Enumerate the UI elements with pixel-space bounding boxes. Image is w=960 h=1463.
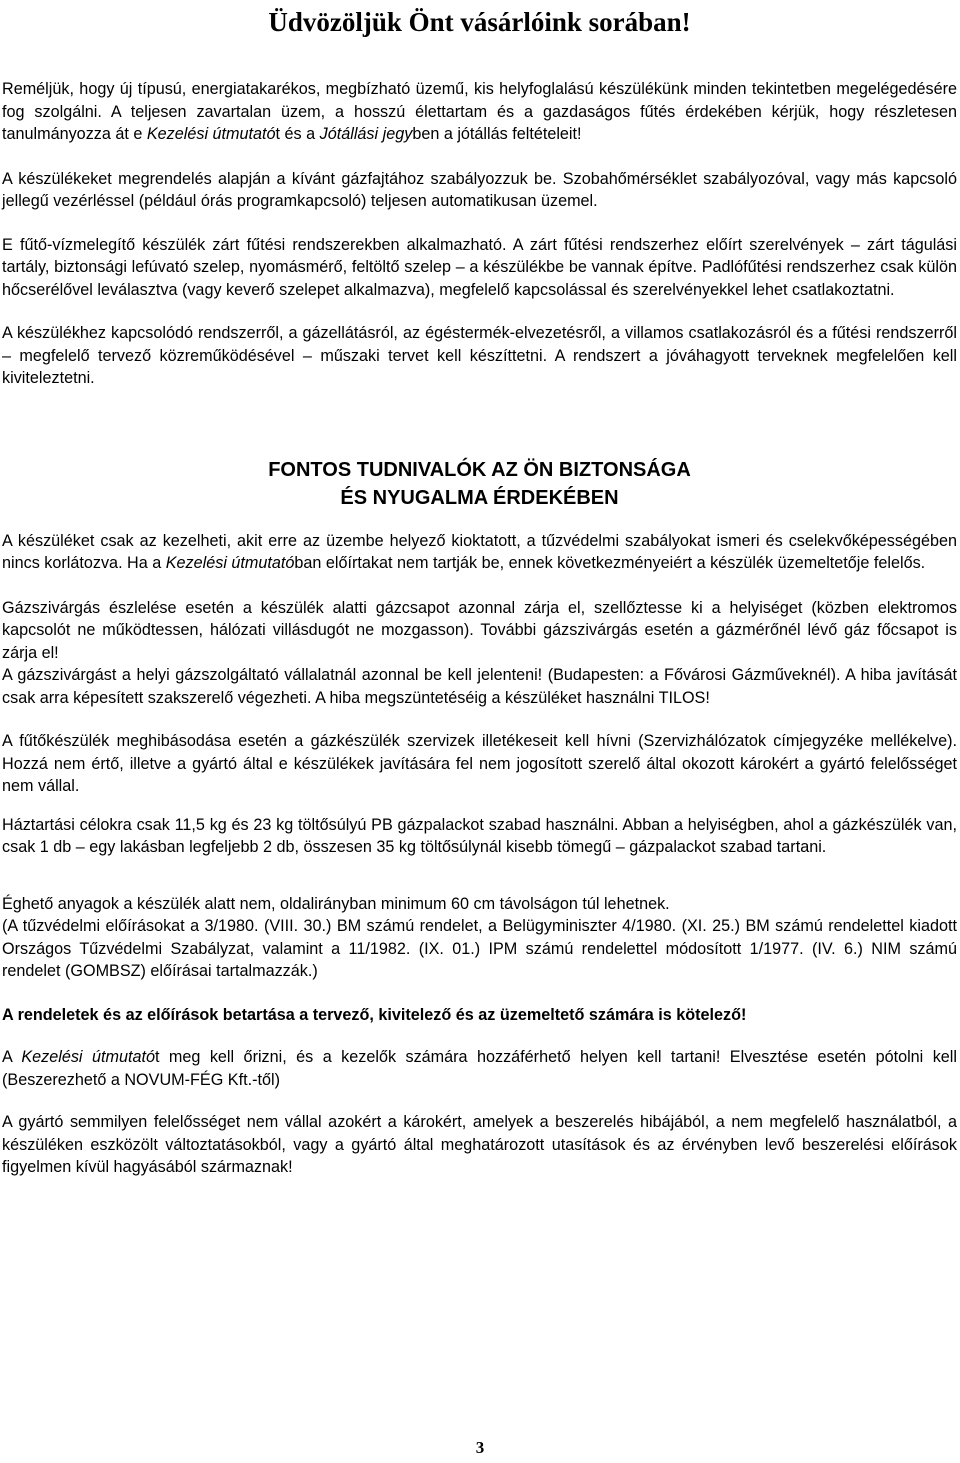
- service-paragraph: A fűtőkészülék meghibásodása esetén a gázkészülék szervizek illetékeseit kell hívni (Szervizhálózatok címjegyzéke mellékelve). Hozzá nem értő, illetve a gyártó által e készülékek javítására fel nem jogosított szerelő által okozott károkért a gyártó felelősséget nem vállal.: [2, 732, 957, 795]
- intro-paragraph: [2, 78, 957, 146]
- page-number: 3: [475, 1438, 485, 1457]
- section-heading-line-2: ÉS NYUGALMA ÉRDEKÉBEN: [340, 486, 619, 509]
- operator-paragraph: [2, 530, 957, 575]
- text-span: ban előírtakat nem tartják be, ennek következményeiért a készülék üzemeltetője felelős.: [294, 554, 926, 572]
- page-title: Üdvözöljük Önt vásárlóink sorában!: [268, 7, 691, 37]
- liability-paragraph: A gyártó semmilyen felelősséget nem vállal azokért a károkért, amelyek a beszerelés hibájából, a nem megfelelő használatból, a készüléken eszközölt változtatásokból, vagy a gyártó által meghatározott utasítások és az érvényben levő beszerelési előírások figyelmen kívül hagyásából származnak!: [2, 1113, 957, 1176]
- text-span: ben a jótállás feltételeit!: [412, 125, 582, 143]
- text-span: A: [2, 1048, 22, 1066]
- text-span: t és a: [275, 125, 320, 143]
- text-span: Éghető anyagok a készülék alatt nem, oldalirányban minimum 60 cm távolságon túl lehetnek.: [2, 894, 670, 913]
- gas-leak-paragraph: Gázszivárgás észlelése esetén a készülék alatti gázcsapot azonnal zárja el, szellőztesse ki a helyiséget (közben elektromos kapcsolót ne működtessen, hálózati villásdugót ne mozgasson). További gázszivárgás esetén a gázmérőnél lévő gáz főcsapot is zárja el!: [2, 598, 957, 662]
- technical-plan-paragraph: A készülékhez kapcsolódó rendszerről, a gázellátásról, az égéstermék-elvezetésről, a villamos csatlakozásról és a fűtési rendszerről – megfelelő tervező közreműködésével – műszaki tervet kell készíttetni. A rendszert a jóváhagyott terveknek megfelelően kell kiviteleztetni.: [2, 324, 957, 387]
- text-span: (A tűzvédelmi előírásokat a 3/1980. (VIII. 30.) BM számú rendelet, a Belügyminiszter 4/1980. (XI. 25.) BM számú rendelettel kiadott Országos Tűzvédelmi Szabályzat, valamint a 11/1982. (IX. 01.) IPM számú rendelettel módosított 1/1977. (IV. 6.) NIM számú rendelet (GOMBSZ) előírásai tartalmazzák.): [2, 917, 957, 980]
- closed-system-paragraph: E fűtő-vízmelegítő készülék zárt fűtési rendszerekben alkalmazható. A zárt fűtési rendszerhez előírt szerelvények – zárt tágulási tartály, biztonsági lefúvató szelep, nyomásmérő, feltöltő szelep – a készülékbe be vannak építve. Padlófűtési rendszerhez csak külön hőcserélővel leválasztva (vagy keverő szelepet alkalmazva), megfelelő kapcsolással és szerelvényekkel lehet csatlakoztatni.: [2, 235, 957, 299]
- emphasis-kezelesi-utmutato: Kezelési útmutató: [165, 554, 295, 572]
- gas-cylinder-paragraph: Háztartási célokra csak 11,5 kg és 23 kg töltősúlyú PB gázpalackot szabad használni. Abban a helyiségben, ahol a gázkészülék van, csak 1 db – egy lakásban legfeljebb 2 db, összesen 35 kg töltősúlynál kisebb tömegű – gázpalackot szabad tartani.: [2, 815, 957, 856]
- emphasis-jotallasi-jegy: Jótállási jegy: [319, 125, 413, 143]
- emphasis-kezelesi-utmutato: Kezelési útmutató: [146, 125, 276, 143]
- gas-leak-report-paragraph: A gázszivárgást a helyi gázszolgáltató vállalatnál azonnal be kell jelenteni! (Budapesten: a Fővárosi Gázműveknél). A hiba javítását csak arra képesített szakszerelő végezheti. A hiba megszüntetéséig a készüléket használni TILOS!: [2, 666, 957, 707]
- text-span: Reméljük, hogy új típusú, energiatakarékos, megbízható üzemű, kis helyfoglalású készülékünk minden tekintetben megelégedésére fog szolgálni. A teljesen zavartalan üzem, a hosszú élettartam és a gazdaságos fűtés érdekében kérjük, hogy részletesen tanulmányozza át e: [2, 80, 957, 143]
- manual-keeping-paragraph: [2, 1046, 957, 1091]
- text-span: t meg kell őrizni, és a kezelők számára hozzáférhető helyen kell tartani! Elvesztése esetén pótolni kell (Beszerezhető a NOVUM-FÉG Kft.-től): [2, 1048, 957, 1089]
- gas-type-paragraph: A készülékeket megrendelés alapján a kívánt gázfajtához szabályozzuk be. Szobahőmérséklet szabályozóval, vagy más kapcsoló jellegű vezérléssel (például órás programkapcsoló) teljesen automatikusan üzemel.: [2, 169, 957, 210]
- mandatory-notice: A rendeletek és az előírások betartása a tervező, kivitelező és az üzemeltető számára is kötelező!: [2, 1005, 747, 1024]
- section-heading: [2, 456, 957, 512]
- document-page: [2, 0, 957, 1179]
- section-heading-line-1: FONTOS TUDNIVALÓK AZ ÖN BIZTONSÁGA: [268, 458, 691, 481]
- emphasis-kezelesi-utmutato: Kezelési útmutató: [21, 1048, 155, 1066]
- fire-safety-paragraph: [2, 893, 957, 983]
- text-span: A készüléket csak az kezelheti, akit erre az üzembe helyező kioktatott, a tűzvédelmi szabályokat ismeri és cselekvőképességében nincs korlátozva. Ha a: [2, 531, 957, 572]
